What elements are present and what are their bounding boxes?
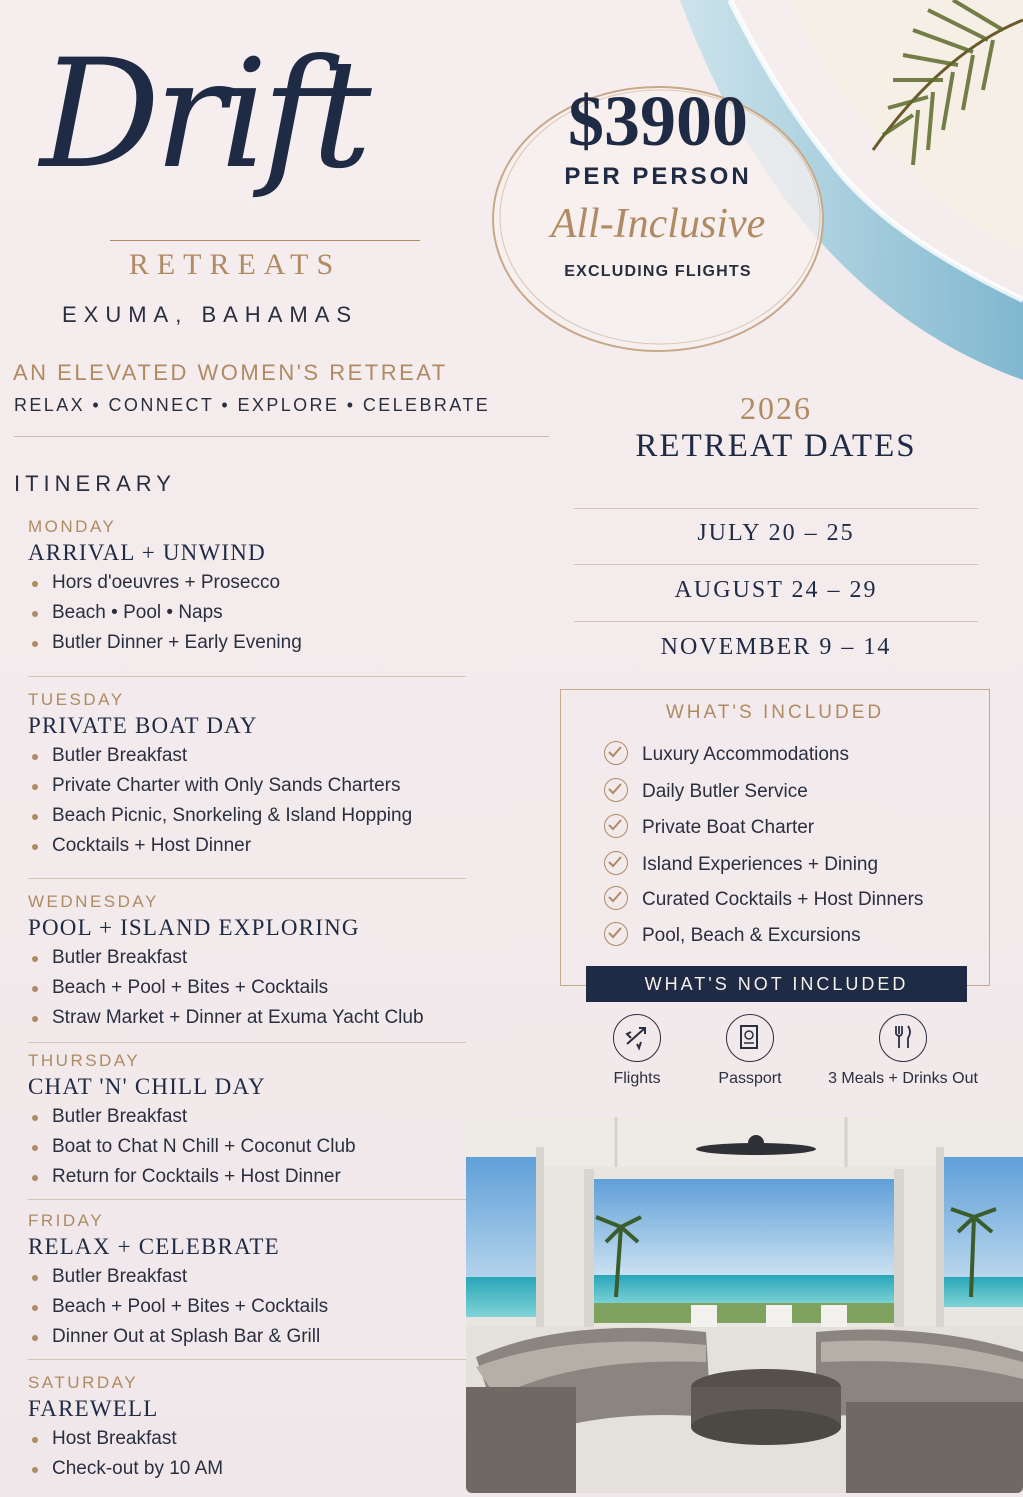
included-item-label: Private Boat Charter — [642, 817, 815, 838]
included-item — [604, 813, 814, 843]
list-item: Beach • Pool • Naps — [28, 598, 468, 628]
fork-knife-icon — [879, 1014, 927, 1062]
itinerary-day-friday — [28, 1210, 468, 1352]
retreat-date: AUGUST 24 – 29 — [674, 577, 878, 603]
list-item: Check-out by 10 AM — [28, 1454, 468, 1484]
included-item-label: Daily Butler Service — [642, 781, 808, 802]
check-circle-icon — [604, 922, 628, 946]
list-item: Beach + Pool + Bites + Cocktails — [28, 1292, 468, 1322]
list-item: Butler Breakfast — [28, 943, 468, 973]
check-circle-icon — [604, 851, 628, 875]
price-per-person: PER PERSON — [564, 163, 752, 190]
itinerary-day-wednesday — [28, 891, 468, 1033]
day-title: POOL + ISLAND EXPLORING — [28, 915, 360, 940]
day-name: SATURDAY — [28, 1373, 139, 1392]
day-divider — [28, 878, 466, 879]
day-title: CHAT 'N' CHILL DAY — [28, 1074, 266, 1099]
list-item: Butler Breakfast — [28, 1262, 468, 1292]
not-included-label: Flights — [613, 1070, 661, 1087]
not-included-meals — [808, 1014, 998, 1088]
tagline: AN ELEVATED WOMEN'S RETREAT — [13, 360, 448, 385]
dates-title: RETREAT DATES — [635, 428, 917, 464]
included-item-label: Curated Cocktails + Host Dinners — [642, 889, 924, 910]
itinerary-day-tuesday — [28, 689, 468, 861]
itinerary-day-monday — [28, 516, 468, 658]
day-divider — [28, 1042, 466, 1043]
included-item — [604, 850, 878, 880]
itinerary-day-thursday — [28, 1050, 468, 1192]
list-item: Straw Market + Dinner at Exuma Yacht Club — [28, 1003, 468, 1033]
brand-logo-script: Drift — [40, 28, 366, 202]
day-name: MONDAY — [28, 517, 117, 536]
list-item: Host Breakfast — [28, 1424, 468, 1454]
values-line: RELAX • CONNECT • EXPLORE • CELEBRATE — [14, 395, 491, 415]
day-name: TUESDAY — [28, 690, 125, 709]
brand-subtitle: RETREATS — [128, 248, 342, 281]
logo-divider — [110, 240, 420, 241]
list-item: Beach + Pool + Bites + Cocktails — [28, 973, 468, 1003]
included-item — [604, 740, 849, 770]
included-title: WHAT'S INCLUDED — [665, 702, 885, 723]
itinerary-day-saturday — [28, 1372, 468, 1484]
day-divider — [28, 676, 466, 677]
list-item: Butler Breakfast — [28, 741, 468, 771]
day-name: WEDNESDAY — [28, 892, 159, 911]
airplane-icon — [613, 1014, 661, 1062]
itinerary-heading: ITINERARY — [14, 471, 176, 496]
included-item-label: Island Experiences + Dining — [642, 854, 879, 875]
retreat-date: NOVEMBER 9 – 14 — [660, 634, 892, 660]
list-item: Return for Cocktails + Host Dinner — [28, 1162, 468, 1192]
check-circle-icon — [604, 741, 628, 765]
check-circle-icon — [604, 778, 628, 802]
day-title: FAREWELL — [28, 1396, 159, 1421]
included-item-label: Pool, Beach & Excursions — [642, 925, 861, 946]
not-included-banner: WHAT'S NOT INCLUDED — [586, 966, 967, 1002]
list-item: Butler Dinner + Early Evening — [28, 628, 468, 658]
list-item: Butler Breakfast — [28, 1102, 468, 1132]
all-inclusive-label: All-Inclusive — [550, 201, 766, 247]
retreat-date: JULY 20 – 25 — [697, 520, 855, 546]
list-item: Cocktails + Host Dinner — [28, 831, 468, 861]
day-name: FRIDAY — [28, 1211, 105, 1230]
day-title: ARRIVAL + UNWIND — [28, 540, 266, 565]
check-circle-icon — [604, 814, 628, 838]
passport-icon — [726, 1014, 774, 1062]
location: EXUMA, BAHAMAS — [62, 302, 359, 327]
included-item-label: Luxury Accommodations — [642, 744, 849, 765]
not-included-passport — [705, 1014, 795, 1088]
day-title: RELAX + CELEBRATE — [28, 1234, 280, 1259]
list-item: Hors d'oeuvres + Prosecco — [28, 568, 468, 598]
not-included-label: Passport — [718, 1070, 782, 1087]
not-included-flights — [592, 1014, 682, 1088]
villa-patio-photo — [466, 1117, 1023, 1493]
not-included-label: 3 Meals + Drinks Out — [828, 1070, 978, 1087]
included-item — [604, 777, 808, 807]
check-circle-icon — [604, 886, 628, 910]
excluding-flights-label: EXCLUDING FLIGHTS — [564, 263, 752, 280]
dates-year: 2026 — [740, 390, 812, 426]
list-item: Boat to Chat N Chill + Coconut Club — [28, 1132, 468, 1162]
palm-leaf-graphic — [833, 0, 1023, 230]
day-name: THURSDAY — [28, 1051, 141, 1070]
list-item: Private Charter with Only Sands Charters — [28, 771, 468, 801]
list-item: Dinner Out at Splash Bar & Grill — [28, 1322, 468, 1352]
list-item: Beach Picnic, Snorkeling & Island Hopping — [28, 801, 468, 831]
day-divider — [28, 1199, 466, 1200]
included-item — [604, 885, 923, 915]
divider — [14, 436, 549, 437]
day-divider — [28, 1359, 466, 1360]
day-title: PRIVATE BOAT DAY — [28, 713, 258, 738]
price-amount: $3900 — [568, 81, 748, 161]
included-item — [604, 921, 861, 951]
